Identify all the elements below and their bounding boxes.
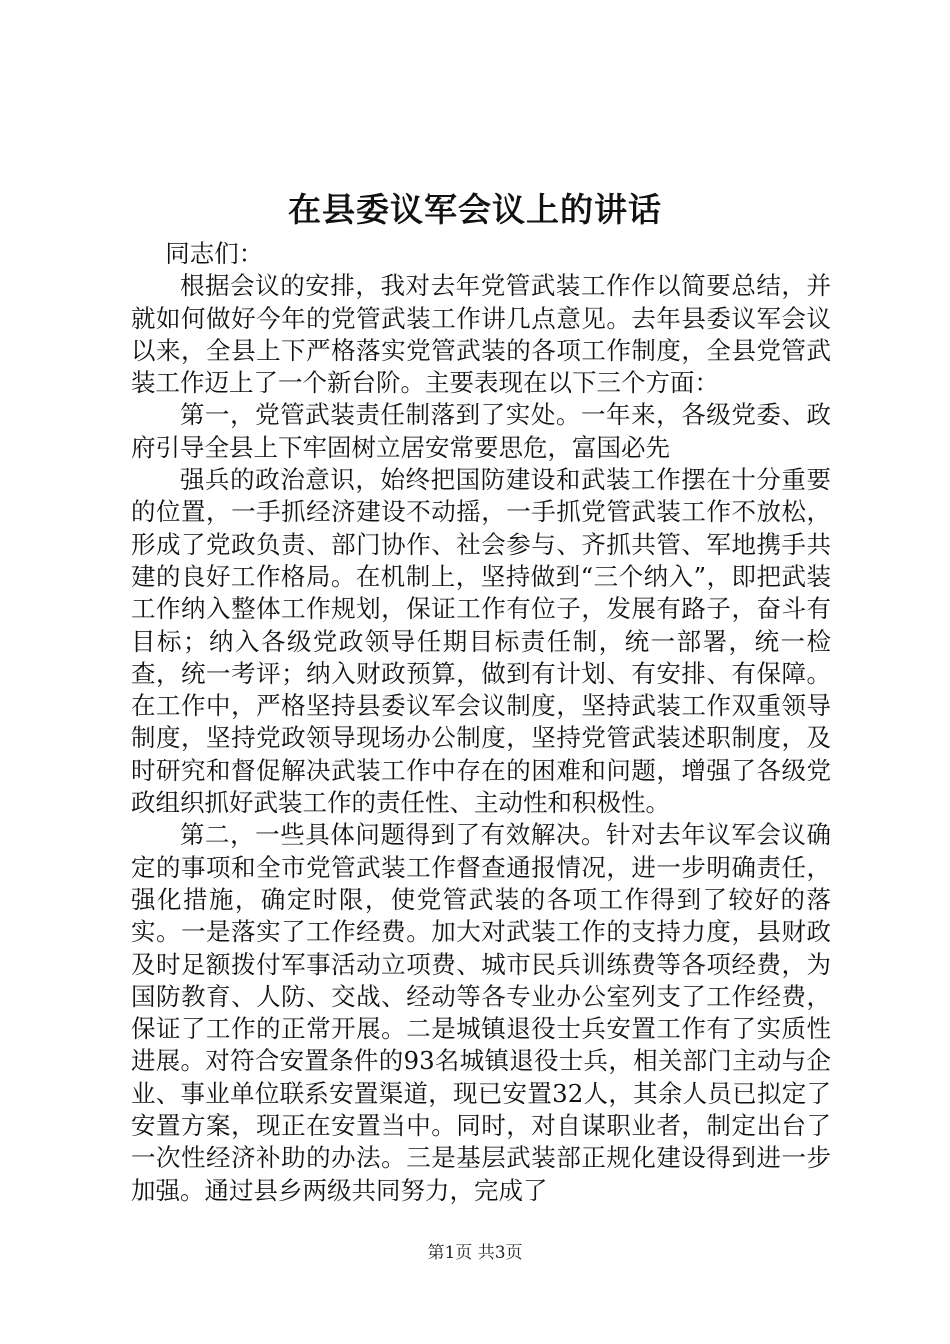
paragraph-second-point: 第二，一些具体问题得到了有效解决。针对去年议军会议确定的事项和全市党管武装工作督查通报情况，进一步明确责任，强化措施，确定时限，使党管武装的各项工作得到了较好的落实。一是落实了工作经费。加大对武装工作的支持力度，县财政及时足额拨付军事活动立项费、城市民兵训练费等各项经费，为国防教育、人防、交战、经动等各专业办公室列支了工作经费，保证了工作的正常开展。二是城镇退役士兵安置工作有了实质性进展。对符合安置条件的93名城镇退役士兵，相关部门主动与企业、事业单位联系安置渠道，现已安置32人，其余人员已拟定了安置方案，现正在安置当中。同时，对自谋职业者，制定出台了一次性经济补助的办法。三是基层武装部正规化建设得到进一步加强。通过县乡两级共同努力，完成了 [131, 820, 831, 1205]
document-title: 在县委议军会议上的讲话 [288, 190, 662, 229]
page-footer: 第1页 共3页 [427, 1243, 523, 1263]
document-body [131, 238, 831, 1207]
salutation: 同志们： [165, 239, 264, 268]
paragraph-first-point: 第一，党管武装责任制落到了实处。一年来，各级党委、政府引导全县上下牢固树立居安常要思危，富国必先 [131, 400, 831, 462]
paragraph-first-point-continued: 强兵的政治意识，始终把国防建设和武装工作摆在十分重要的位置，一手抓经济建设不动摇，一手抓党管武装工作不放松，形成了党政负责、部门协作、社会参与、齐抓共管、军地携手共建的良好工作格局。在机制上，坚持做到“三个纳入”，即把武装工作纳入整体工作规划，保证工作有位子，发展有路子，奋斗有目标；纳入各级党政领导任期目标责任制，统一部署，统一检查，统一考评；纳入财政预算，做到有计划、有安排、有保障。在工作中，严格坚持县委议军会议制度，坚持武装工作双重领导制度，坚持党政领导现场办公制度，坚持党管武装述职制度，及时研究和督促解决武装工作中存在的困难和问题，增强了各级党政组织抓好武装工作的责任性、主动性和积极性。 [131, 465, 831, 818]
paragraph-intro: 根据会议的安排，我对去年党管武装工作作以简要总结，并就如何做好今年的党管武装工作讲几点意见。去年县委议军会议以来，全县上下严格落实党管武装的各项工作制度，全县党管武装工作迈上了一个新台阶。主要表现在以下三个方面： [131, 271, 831, 398]
